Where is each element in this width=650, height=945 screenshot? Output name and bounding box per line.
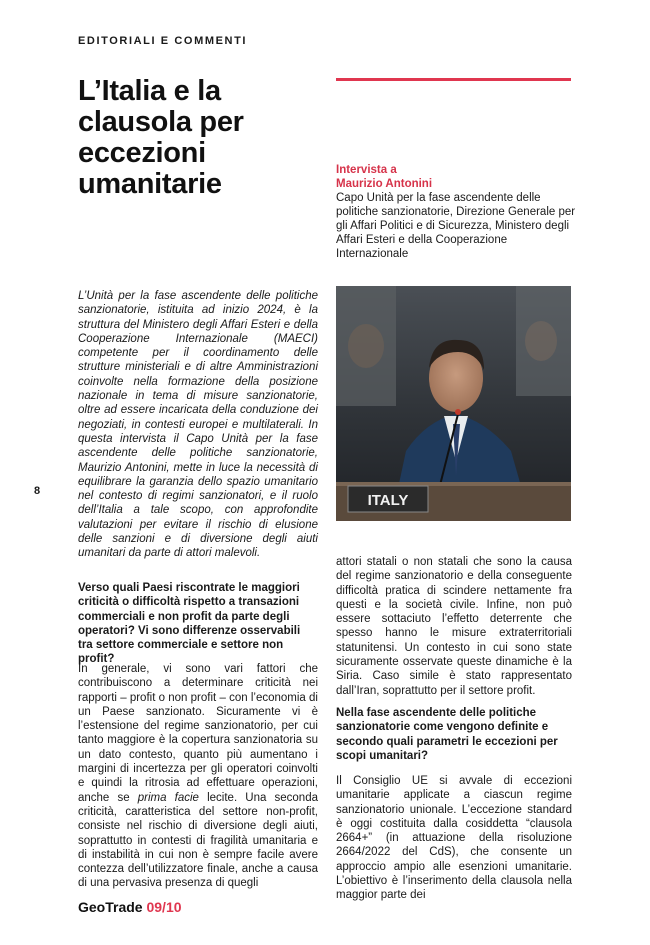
article-title: L’Italia e la clausola per eccezioni umanitarie	[78, 75, 244, 200]
interviewee-photo	[336, 286, 571, 521]
accent-rule	[336, 78, 571, 81]
nameplate-text: ITALY	[367, 492, 409, 509]
page-number: 8	[34, 485, 41, 497]
answer-1	[78, 662, 318, 891]
question-1: Verso quali Paesi riscontrate le maggiori criticità o difficoltà rispetto a transazioni commerciali e non profit da parte degli operatori? Vi sono differenze osservabili tra settore commerciale e settore non profit?	[78, 582, 301, 666]
answer-2: Il Consiglio UE si avvale di eccezioni umanitarie applicate a ciascun regime sanzionatorio unionale. L’eccezione standard è oggi costituita dalla cosiddetta “clausola 2664+” (in attuazione della risoluzione 2664/2022 del CdS), che consente un approccio ampio alle esenzioni umanitarie. L’obiettivo è l’inserimento della clausola nella maggior parte dei	[336, 775, 572, 902]
brand-name: GeoTrade	[78, 899, 143, 915]
section-header: EDITORIALI E COMMENTI	[78, 35, 248, 47]
answer-1-part-a: In generale, vi sono vari fattori che contribuiscono a determinare criticità nei rapporti – profit o non profit – con l’economia di un Paese sanzionato. Sicuramente vi è l’estensione del regime sanzionatorio, per cui tanto maggiore è la copertura sanzionatoria su un dato contesto, quanto più aumentano i margini di incertezza per gli operatori coinvolti e quindi la ritrosia ad effettuare operazioni, anche se	[78, 663, 318, 804]
answer-1-part-b: lecite. Una seconda criticità, caratteristica del settore non-profit, consiste nel rischio di diversione degli aiuti, soprattutto in contesti di fragilità umanitaria e di instabilità in cui non è sempre facile avere contezza dell’utilizzatore finale, anche a causa di una pervasiva presenza di quegli	[78, 791, 318, 890]
interview-credit	[336, 163, 576, 261]
photo-illustration	[336, 286, 571, 521]
answer-1-italic: prima facie	[137, 791, 199, 804]
interviewee-name: Maurizio Antonini	[336, 178, 433, 190]
interview-label: Intervista a	[336, 164, 397, 176]
issue-number: 09/10	[146, 899, 182, 915]
interviewee-role: Capo Unità per la fase ascendente delle politiche sanzionatorie, Direzione Generale per gli Affari Politici e di Sicurezza, Ministero degli Affari Esteri e della Cooperazione Internazionale	[336, 192, 576, 260]
intro-paragraph: L’Unità per la fase ascendente delle politiche sanzionatorie, istituita ad inizio 2024, è la struttura del Ministero degli Affari Esteri e della Cooperazione Internazionale (MAECI) competente per il coordinamento delle strutture ministeriali e di altre Amministrazioni coinvolte nella formazione della posizione nazionale in tema di misure sanzionatorie, oltre ad essere incaricata della conduzione dei negoziati, in contesti europei e multilaterali. In questa intervista il Capo Unità per la fase ascendente delle politiche sanzionatorie, Maurizio Antonini, mette in luce la necessità di equilibrare la garanzia dello spazio umanitario nel contesto di regimi sanzionatori, e il ruolo dell’Italia a tale scopo, con approfondite valutazioni per evitare il rischio di elusione delle sanzioni e di diversione degli aiuti umanitari da parte di attori malevoli.	[78, 290, 318, 560]
question-2: Nella fase ascendente delle politiche sanzionatorie come vengono definite e secondo quali parametri le eccezioni per scopi umanitari?	[336, 707, 558, 762]
footer-brand	[78, 899, 182, 915]
answer-1-continued: attori statali o non statali che sono la causa del regime sanzionatorio e della conseguente difficoltà pratica di scindere nettamente fra questi e la società civile. Infine, non può essere sottaciuto l’effetto deterrente che spesso hanno le misure extraterritoriali statunitensi. Un contesto in cui sono state sicuramente osservate queste dinamiche è la Siria. Caso simile è stato rappresentato dall’Iran, soprattutto per il settore profit.	[336, 556, 572, 697]
